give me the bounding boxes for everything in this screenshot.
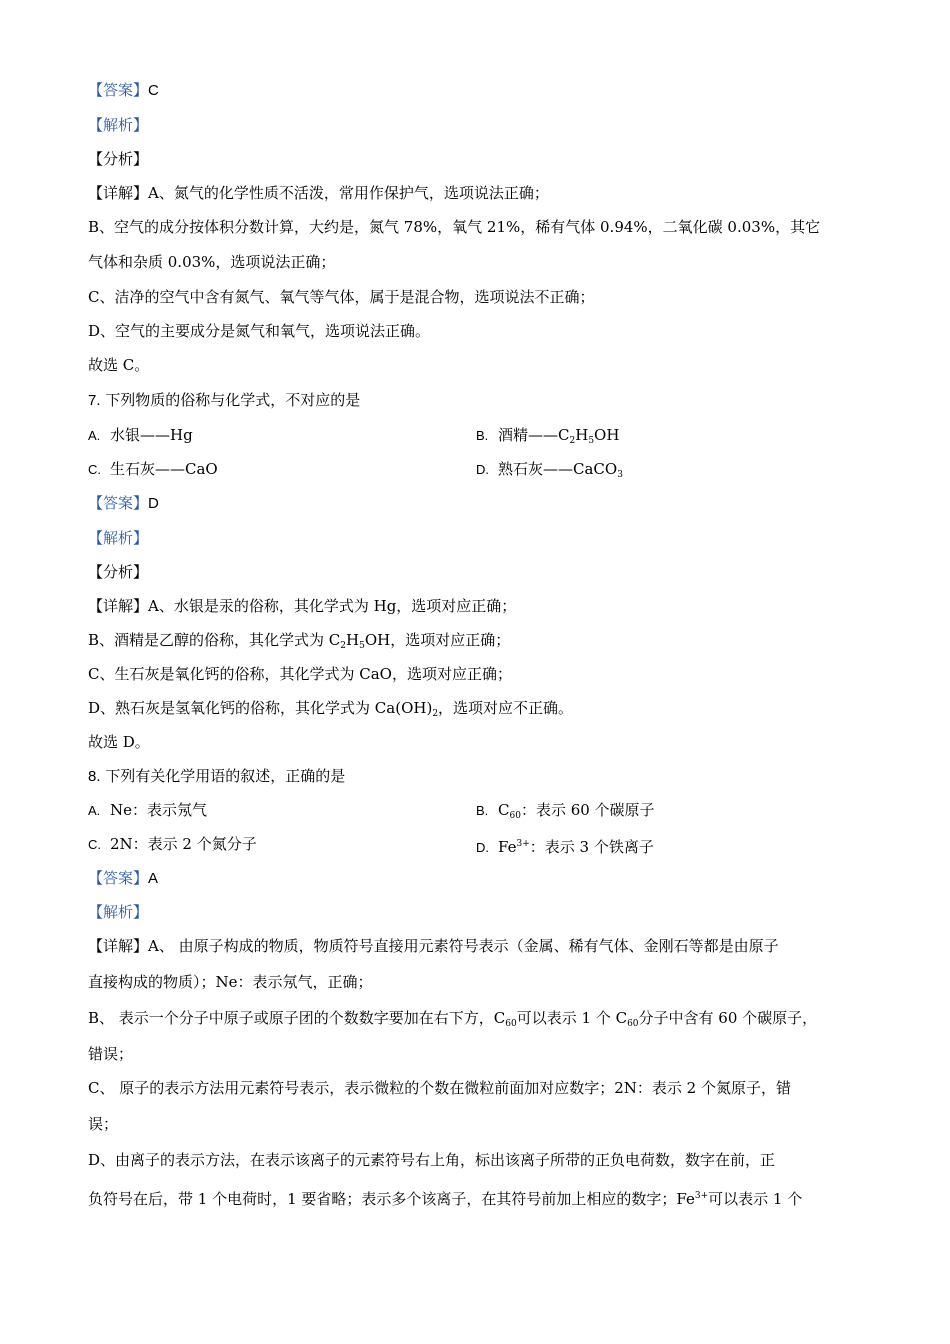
detail-text: OH，选项对应正确； (364, 631, 511, 649)
subscript: 5 (588, 436, 595, 446)
question-number: 7. (88, 392, 101, 409)
analysis-tag: 【解析】 (88, 903, 149, 921)
subscript: 60 (509, 811, 521, 821)
option-label: C. (88, 837, 101, 852)
detail-line-c2: 误； (88, 1115, 119, 1133)
answer-tag: 【答案】 (88, 869, 149, 887)
q8-option-b (476, 800, 655, 826)
detail-text: 可以表示 1 个 (708, 1190, 803, 1208)
detail-text: H (346, 631, 360, 649)
fenxi-tag: 【分析】 (88, 563, 149, 581)
detail-line-d1: D、由离子的表示方法，在表示该离子的元素符号右上角，标出该离子所带的正负电荷数，数字在前，正 (88, 1151, 776, 1169)
detail-line-d: D、空气的主要成分是氮气和氧气，选项说法正确。 (88, 322, 431, 340)
option-label: B. (476, 428, 489, 443)
option-label: A. (88, 428, 101, 443)
option-label: C. (88, 462, 101, 477)
option-label: A. (88, 803, 101, 818)
analysis-tag: 【解析】 (88, 116, 149, 134)
detail-line-d (88, 698, 868, 724)
detail-line-b2: 气体和杂质 0.03%，选项说法正确； (88, 253, 336, 271)
option-text: C (498, 801, 510, 819)
option-text: Fe (498, 838, 517, 856)
option-text: ：表示 3 个铁离子 (529, 838, 654, 856)
q8-option-a (88, 800, 207, 821)
detail-line-a (88, 183, 868, 203)
question-text: 下列有关化学用语的叙述，正确的是 (105, 767, 346, 785)
subscript: 60 (627, 1019, 639, 1029)
option-text: 酒精——C (498, 426, 570, 444)
subscript: 2 (569, 436, 576, 446)
option-text: 熟石灰——CaCO (498, 460, 618, 478)
detail-tag: 【详解】 (88, 184, 149, 202)
detail-line-a2: 直接构成的物质）；Ne：表示氖气，正确； (88, 973, 373, 991)
detail-a-text: A、氮气的化学性质不活泼，常用作保护气，选项说法正确； (148, 184, 549, 202)
detail-line-c: C、生石灰是氧化钙的俗称，其化学式为 CaO，选项对应正确； (88, 665, 512, 683)
q8-option-c (88, 834, 257, 855)
answer-line-q8 (88, 868, 868, 889)
answer-value: C (148, 82, 159, 99)
conclusion-q6: 故选 C。 (88, 356, 150, 374)
option-text: 水银——Hg (110, 426, 193, 444)
subscript: 3 (617, 470, 623, 480)
q7-option-a (88, 425, 193, 446)
q8-option-d (476, 834, 654, 858)
option-text: H (575, 426, 589, 444)
question-7-stem (88, 390, 868, 411)
q7-option-d (476, 459, 623, 485)
answer-value: A (148, 870, 159, 887)
analysis-tag: 【解析】 (88, 529, 149, 547)
option-label: D. (476, 840, 489, 855)
option-text: 2N：表示 2 个氮分子 (110, 835, 257, 853)
question-text: 下列物质的俗称与化学式，不对应的是 (105, 391, 361, 409)
answer-tag: 【答案】 (88, 81, 149, 99)
answer-tag: 【答案】 (88, 494, 149, 512)
detail-text: 分子中含有 60 个碳原子， (638, 1009, 818, 1027)
detail-text: D、熟石灰是氢氧化钙的俗称，其化学式为 Ca(OH) (88, 699, 433, 717)
detail-text: 可以表示 1 个 C (516, 1009, 628, 1027)
option-text: Ne：表示氖气 (110, 801, 208, 819)
subscript: 2 (340, 641, 347, 651)
option-label: D. (476, 462, 489, 477)
answer-line-q6 (88, 80, 868, 101)
superscript: 3+ (694, 1191, 709, 1201)
detail-a-text: A、水银是汞的俗称，其化学式为 Hg，选项对应正确； (148, 597, 517, 615)
detail-line-a (88, 596, 868, 616)
question-number: 8. (88, 768, 101, 785)
detail-line-b1 (88, 1008, 868, 1034)
q7-option-b (476, 425, 619, 451)
detail-line-d2 (88, 1186, 868, 1209)
detail-tag: 【详解】 (88, 937, 149, 955)
question-8-stem (88, 766, 868, 787)
option-label: B. (476, 803, 489, 818)
detail-line-b (88, 630, 868, 656)
answer-line-q7 (88, 493, 868, 514)
fenxi-tag: 【分析】 (88, 150, 149, 168)
answer-value: D (148, 495, 159, 512)
subscript: 5 (359, 641, 365, 651)
detail-text: ，选项对应不正确。 (438, 699, 574, 717)
q7-option-c (88, 459, 218, 480)
detail-tag: 【详解】 (88, 597, 149, 615)
detail-text: 负符号在后，带 1 个电荷时，1 要省略；表示多个该离子，在其符号前加上相应的数字；Fe (88, 1190, 695, 1208)
detail-line-a1 (88, 936, 868, 956)
subscript: 60 (505, 1019, 517, 1029)
detail-line-b2: 错误； (88, 1045, 134, 1063)
detail-text: B、 表示一个分子中原子或原子团的个数数字要加在右下方，C (88, 1009, 506, 1027)
option-text: ：表示 60 个碳原子 (520, 801, 655, 819)
detail-line-c1: C、 原子的表示方法用元素符号表示，表示微粒的个数在微粒前面加对应数字；2N：表示 2 个氮原子，错 (88, 1079, 791, 1097)
detail-line-c: C、洁净的空气中含有氮气、氧气等气体，属于是混合物，选项说法不正确； (88, 288, 595, 306)
detail-line-b1: B、空气的成分按体积分数计算，大约是，氮气 78%，氧气 21%，稀有气体 0.94%，二氧化碳 0.03%，其它 (88, 218, 821, 236)
option-text: 生石灰——CaO (110, 460, 218, 478)
detail-a1-text: A、 由原子构成的物质，物质符号直接用元素符号表示（金属、稀有气体、金刚石等都是由原子 (148, 937, 779, 955)
detail-text: B、酒精是乙醇的俗称，其化学式为 C (88, 631, 341, 649)
option-text: OH (594, 426, 620, 444)
conclusion-q7: 故选 D。 (88, 733, 150, 751)
subscript: 2 (432, 709, 439, 719)
superscript: 3+ (516, 839, 530, 849)
